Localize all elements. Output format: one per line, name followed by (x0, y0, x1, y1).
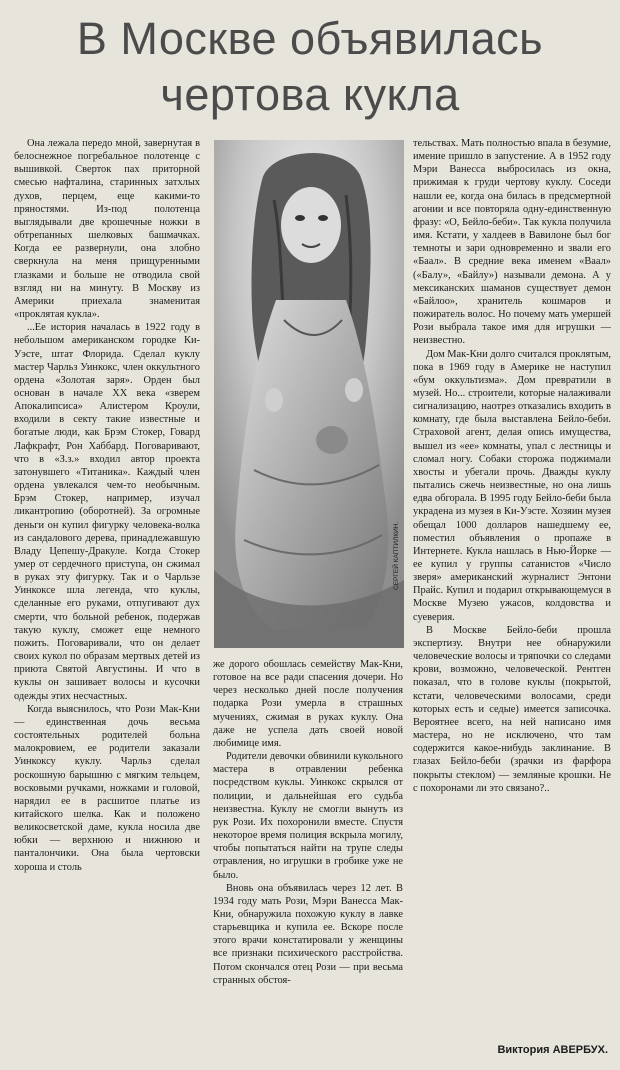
paragraph: Когда выяснилось, что Рози Мак-Кни — единственная дочь весьма состоятельных родителей больна малокровием, ее родители заказали Уинкоксу куклу. Чарльз сделал роскошную барышню с мягким тельцем, восковыми ручками, ножками и головой, нарядил ее в расшитое платье из китайского шелка. Как и положено великосветской даме, кукла носила две юбки — верхнюю и нижнюю и панталончики. Она была чертовски хороша и столь (14, 703, 200, 873)
paragraph: ...Ее история началась в 1922 году в небольшом американском городке Ки-Уэсте, штат Флорида. Сделал куклу мастер Чарльз Уинкокс, член оккультного ордена «Золотая заря». Орден был основан в начале XX века «зверем Апокалипсиса» Алистером Кроули, входили в секту такие известные и богатые люди, как Брэм Стокер, Говард Лафкрафт, Рон Хаббард. Поговаривают, что в «З.з.» входил автор проекта затонувшего «Титаника». Каждый член ордена увлекался чем-то необычным. Брэм Стокер, например, изучал ликантропию (оборотней). За огромные деньги он купил фигурку человека-волка из сандалового дерева, принадлежавшую Владу Цепешу-Дракуле. Когда Стокер умер от сердечного приступа, он сжимал в руках эту фигурку. Так и о Чарльзе Уинкоксе шла легенда, что куклы, сделанные его руками, отпугивают дух смерти, что больной ребенок, подержав такую куклу, сможет еще немного пожить. Поговаривали, что он делает своих кукол по образам мертвых детей из приюта Святой Августины. И что в куклы он зашивает волосы и кусочки одежды этих несчастных. (14, 322, 200, 702)
doll-photo (214, 140, 404, 648)
photo-credit: СЕРГЕЙ КАПТИЛКИН. (393, 521, 400, 590)
article-column-3 (413, 137, 611, 1027)
paragraph: Родители девочки обвинили кукольного мастера в отравлении ребенка посредством куклы. Уинкокс скрылся от полиции, и дальнейшая его судьба неизвестна. Куклу не смогли вынуть из рук Рози. Их похоронили вместе. Спустя некоторое время полиция вскрыла могилу, чтобы попытаться найти на трупе следы отравления, но игрушки в гробике уже не было. (213, 751, 403, 881)
article-column-2 (213, 658, 403, 1056)
author-byline: Виктория АВЕРБУХ. (497, 1044, 608, 1056)
headline-line-1: В Москве объявилась (76, 13, 544, 64)
article-column-1 (14, 137, 200, 1066)
doll-illustration (214, 140, 404, 648)
paragraph: Дом Мак-Кни долго считался проклятым, пока в 1969 году в Америке не наступил «бум оккультизма». Дом превратили в музей. Но... строители, которые налаживали сигнализацию, наотрез отказались входить в комнату, где была выставлена Бейло-беби. Страховой агент, делая опись имущества, вышел из «ее» комнаты, упал с лестницы и сломал ногу. Собаки сторожа поджимали хвосты и убегали прочь. Дважды куклу пытались сжечь неизвестные, но она лишь едва обгорала. В 1995 году Бейло-беби была украдена из музея в Ки-Уэсте. Хозяин музея обещал 1000 долларов нашедшему ее, поместил объявления о пропаже в Интернете. Кукла нашлась в Нью-Йорке — ее купил у группы сатанистов «Число зверя» американский журналист Энтони Прайс. Купил и подарил открывающемуся в Москве Музею ужасов, колдовства и суеверия. (413, 348, 611, 623)
doll-face (281, 187, 341, 263)
paragraph: тельствах. Мать полностью впала в безумие, имение пришло в запустение. А в 1952 году Мэри Ванесса выбросилась из окна, прижимая к груди чертову куклу. Соседи нашли ее, когда она билась в предсмертной агонии и все повторяла одну-единственную фразу: «О, Бейло-беби». Так кукла получила имя. Кстати, у халдеев в Вавилоне был бог темноты и зари одновременно и звали его «Баал». В средние века именем «Ваал» («Балу», «Байлу») называли демона. А у мексиканских шаманов существует демон «Байлоо», хранитель кошмаров и пожиратель волос. Но почему мать умершей Рози выбрала такое имя для игрушки — неизвестно. (413, 138, 611, 347)
paragraph: же дорого обошлась семейству Мак-Кни, готовое на все ради спасения дочери. Но через несколько дней после получения подарка Рози умерла в страшных мучениях, сжимая в руках куклу. Она даже не успела дать своей новой любимице имя. (213, 659, 403, 749)
paragraph: В Москве Бейло-беби прошла экспертизу. Внутри нее обнаружили человеческие волосы и тряпочки со следами крови, возможно, человеческой. Рентген показал, что в голове куклы (покрытой, кстати, человеческими волосами, среди которых есть и седые) имеется записочка. Вероятнее всего, на ней написано имя мастера, но не исключено, что там содержится какое-нибудь заклинание. В глазах Бейло-беби (зрачки из фарфора покрыты стеклом) — земляные крошки. Не с похоронами ли это связано?.. (413, 624, 611, 794)
paragraph: Вновь она объявилась через 12 лет. В 1934 году мать Рози, Мэри Ванесса Мак-Кни, обнаружила похожую куклу в лавке старьевщика и купила ее. Вскоре после этого врачи констатировали у женщины все признаки психического расстройства. Потом скончался отец Рози — при весьма странных обстоя- (213, 882, 403, 986)
paragraph: Она лежала передо мной, завернутая в белоснежное погребальное полотенце с вышивкой. Сверток пах приторной смесью нафталина, старинных затхлых духов, перцем, еще какими-то пряностями. Из-под полотенца выглядывали две крошечные ножки в обтрепанных шелковых башмачках. Когда ее развернули, она злобно сверкнула на меня прищуренными глазками и больше не отводила свой взгляд ни на минуту. В Москву из Америки приехала знаменитая «проклятая кукла». (14, 138, 200, 321)
headline-line-2: чертова кукла (160, 69, 460, 120)
